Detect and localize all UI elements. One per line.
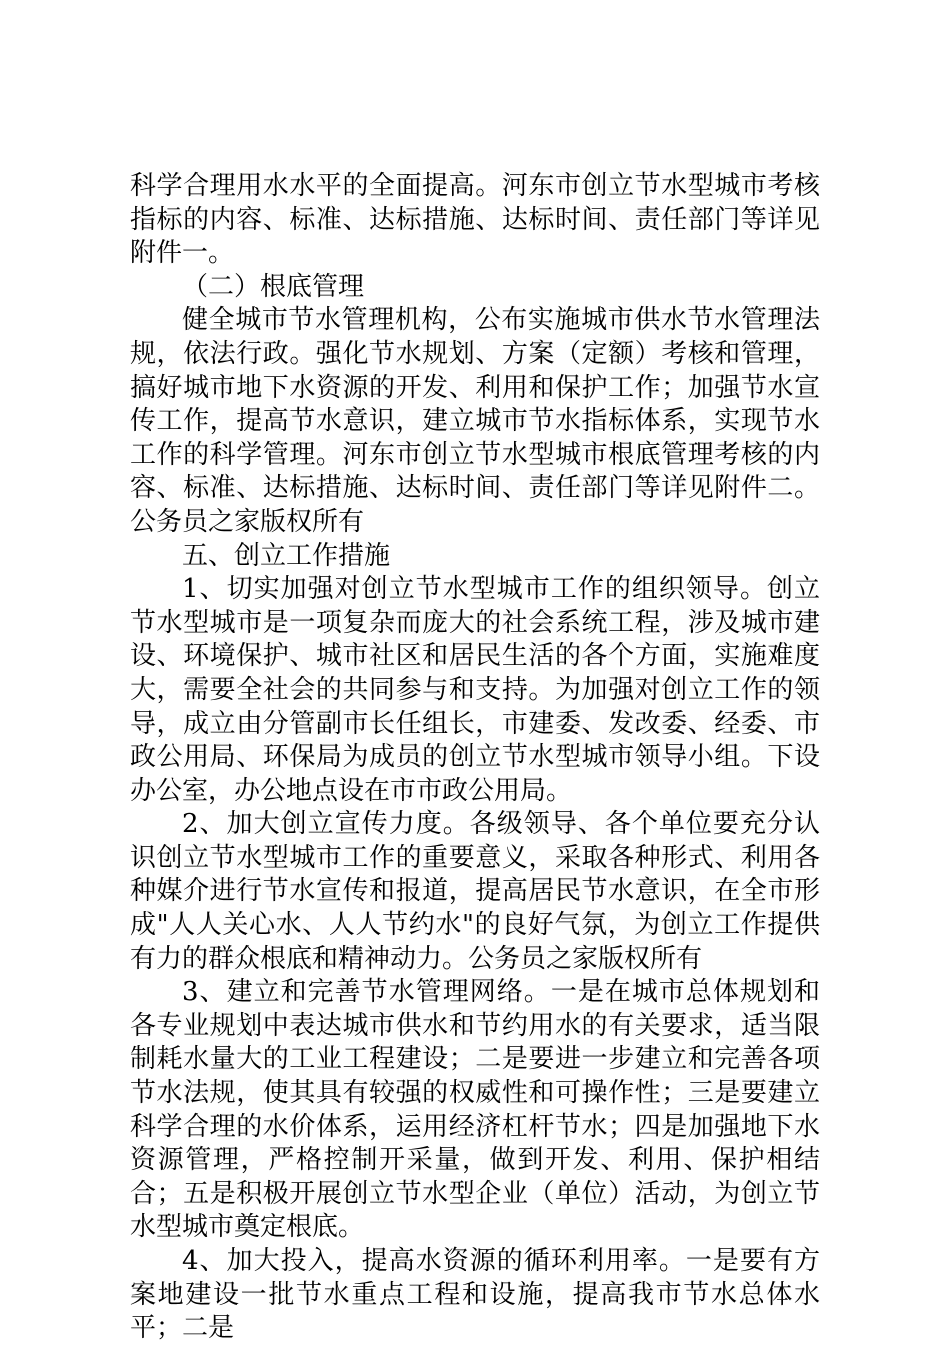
subheading-basic-management: （二）根底管理 — [182, 271, 365, 302]
document-body — [130, 170, 820, 1346]
section-heading-measures: 五、创立工作措施 — [182, 540, 391, 571]
paragraph-measure-3: 3、建立和完善节水管理网络。一是在城市总体规划和各专业规划中表达城市供水和节约用水的有关要求，适当限制耗水量大的工业工程建设；二是要进一步建立和完善各项节水法规，使其具有较强的权威性和可操作性；三是要建立科学合理的水价体系，运用经济杠杆节水；四是加强地下水资源管理，严格控制开采量，做到开发、利用、保护相结合；五是积极开展创立节水型企业（单位）活动，为创立节水型城市奠定根底。 — [130, 977, 820, 1243]
paragraph-basic-management: 健全城市节水管理机构，公布实施城市供水节水管理法规，依法行政。强化节水规划、方案（定额）考核和管理，搞好城市地下水资源的开发、利用和保护工作；加强节水宣传工作，提高节水意识，建立城市节水指标体系，实现节水工作的科学管理。河东市创立节水型城市根底管理考核的内容、标准、达标措施、达标时间、责任部门等详见附件二。公务员之家版权所有 — [130, 305, 820, 537]
paragraph-measure-2: 2、加大创立宣传力度。各级领导、各个单位要充分认识创立节水型城市工作的重要意义，采取各种形式、利用各种媒介进行节水宣传和报道，提高居民节水意识，在全市形成"人人关心水、人人节约水"的良好气氛，为创立工作提供有力的群众根底和精神动力。公务员之家版权所有 — [130, 809, 820, 974]
paragraph-measure-4: 4、加大投入，提高水资源的循环利用率。一是要有方案地建设一批节水重点工程和设施，提高我市节水总体水平；二是 — [130, 1246, 820, 1344]
paragraph-measure-1: 1、切实加强对创立节水型城市工作的组织领导。创立节水型城市是一项复杂而庞大的社会系统工程，涉及城市建设、环境保护、城市社区和居民生活的各个方面，实施难度大，需要全社会的共同参与和支持。为加强对创立工作的领导，成立由分管副市长任组长，市建委、发改委、经委、市政公用局、环保局为成员的创立节水型城市领导小组。下设办公室，办公地点设在市市政公用局。 — [130, 574, 820, 806]
paragraph-continuation: 科学合理用水水平的全面提高。河东市创立节水型城市考核指标的内容、标准、达标措施、达标时间、责任部门等详见附件一。 — [130, 171, 820, 269]
